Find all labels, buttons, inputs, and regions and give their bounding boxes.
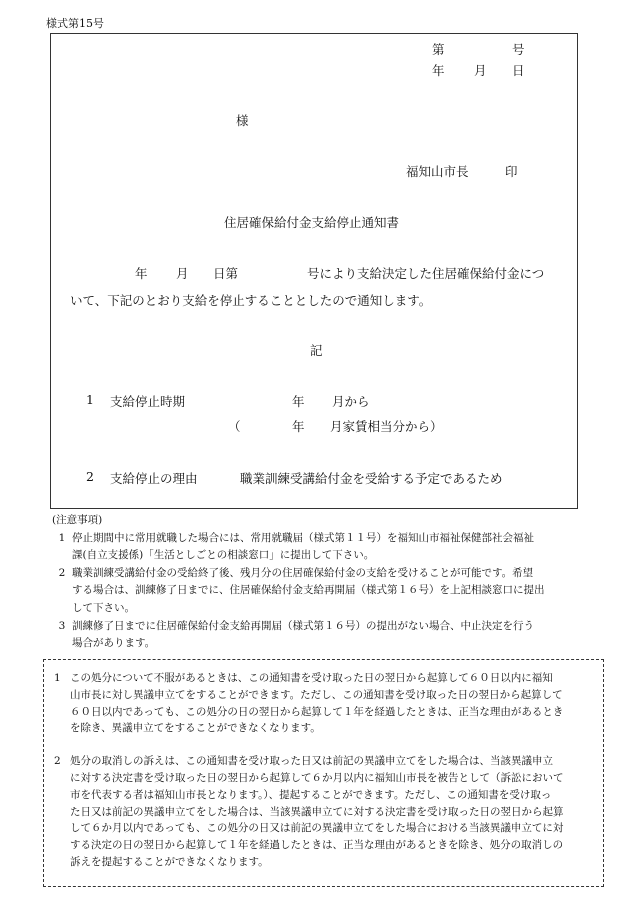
note-item-2 bbox=[52, 565, 592, 618]
note-item-1 bbox=[52, 530, 592, 565]
number-suffix: 号 bbox=[512, 42, 525, 57]
note-number: 1 bbox=[58, 531, 66, 544]
item1-month-from: 月から bbox=[332, 394, 370, 409]
item1-label: 支給停止時期 bbox=[110, 394, 186, 409]
note-text: 停止期間中に常用就職した場合には、常用就職届（様式第１１号）を福知山市福祉保健部社会福祉 課(自立支援係)「生活としごとの相談窓口」に提出して下さい。 bbox=[72, 531, 534, 562]
paragraph-text: 処分の取消しの訴えは、この通知書を受け取った日又は前記の異議申立てをした場合は、当該異議申立 に対する決定書を受け取った日の翌日から起算して６か月以内に福知山市長を被告として（訴訟において 市を代表する者は福知山市長となります。）、提起することができます。ただし、この通知書を受け取っ た日又は前記の異議申立てをした場合は、当該異議申立てに対する決定書を受け取った日の翌日から起算 して６か月以内であっても、この処分の日又は前記の異議申立てをした場合における当該異議申立てに対 する決定の日の翌日から起算して１年を経過したときは、正当な理由があるときを除き、処分の取消しの 訴えを提起することができなくなります。 bbox=[70, 755, 564, 868]
item2-label: 支給停止の理由 bbox=[110, 471, 198, 486]
item1-number: 1 bbox=[86, 392, 94, 407]
paragraph-text: この処分について不服があるときは、この通知書を受け取った日の翌日から起算して６０日以内に福知 山市長に対し異議申立てをすることができます。ただし、この通知書を受け取った日の翌日から起算して ６０日以内であっても、この処分の日の翌日から起算して１年を経過したときは、正当な理由があるとき を除き、異議申立てをすることができなくなります。 bbox=[70, 672, 564, 735]
appeal-paragraph-2 bbox=[54, 753, 593, 871]
form-number: 様式第15号 bbox=[46, 17, 104, 30]
item1-paren-rest: 月家賃相当分から） bbox=[330, 419, 443, 434]
note-item-3 bbox=[52, 618, 592, 653]
paragraph-number: 1 bbox=[54, 672, 61, 684]
appeal-paragraph-1 bbox=[54, 670, 593, 737]
note-number: 2 bbox=[58, 566, 66, 579]
item1-year: 年 bbox=[292, 394, 305, 409]
issuer-name: 福知山市長 bbox=[406, 164, 469, 179]
date-year: 年 bbox=[432, 63, 445, 78]
item1-paren-year: 年 bbox=[292, 419, 305, 434]
appeal-notice-box bbox=[43, 659, 604, 887]
note-text: 職業訓練受講給付金の受給終了後、残月分の住居確保給付金の支給を受けることが可能です。希望 する場合は、訓練修了日までに、住居確保給付金支給再開届（様式第１６号）を上記相談窓口に提出 して下さい。 bbox=[72, 566, 545, 614]
page-title: 住居確保給付金支給停止通知書 bbox=[224, 215, 400, 230]
body-day-no: 日第 bbox=[213, 266, 239, 281]
item2-number: 2 bbox=[86, 469, 94, 484]
notes-heading: (注意事項) bbox=[52, 514, 103, 526]
item1-paren-open: （ bbox=[228, 419, 241, 434]
body-month: 月 bbox=[176, 266, 189, 281]
item2-reason: 職業訓練受講給付金を受給する予定であるため bbox=[240, 471, 503, 486]
addressee-suffix: 様 bbox=[236, 113, 249, 128]
ki-heading: 記 bbox=[310, 343, 323, 358]
note-text: 訓練修了日までに住居確保給付金支給再開届（様式第１６号）の提出がない場合、中止決定を行う 場合があります。 bbox=[72, 619, 534, 650]
number-prefix: 第 bbox=[432, 42, 445, 57]
body-line1-rest: 号により支給決定した住居確保給付金につ bbox=[307, 266, 545, 281]
body-line2: いて、下記のとおり支給を停止することとしたので通知します。 bbox=[70, 293, 432, 308]
date-month: 月 bbox=[474, 63, 487, 78]
body-year: 年 bbox=[135, 266, 148, 281]
paragraph-number: 2 bbox=[54, 755, 61, 768]
notes-section bbox=[52, 512, 592, 653]
note-number: 3 bbox=[58, 619, 66, 632]
date-day: 日 bbox=[512, 63, 525, 78]
seal-mark: 印 bbox=[505, 164, 518, 179]
